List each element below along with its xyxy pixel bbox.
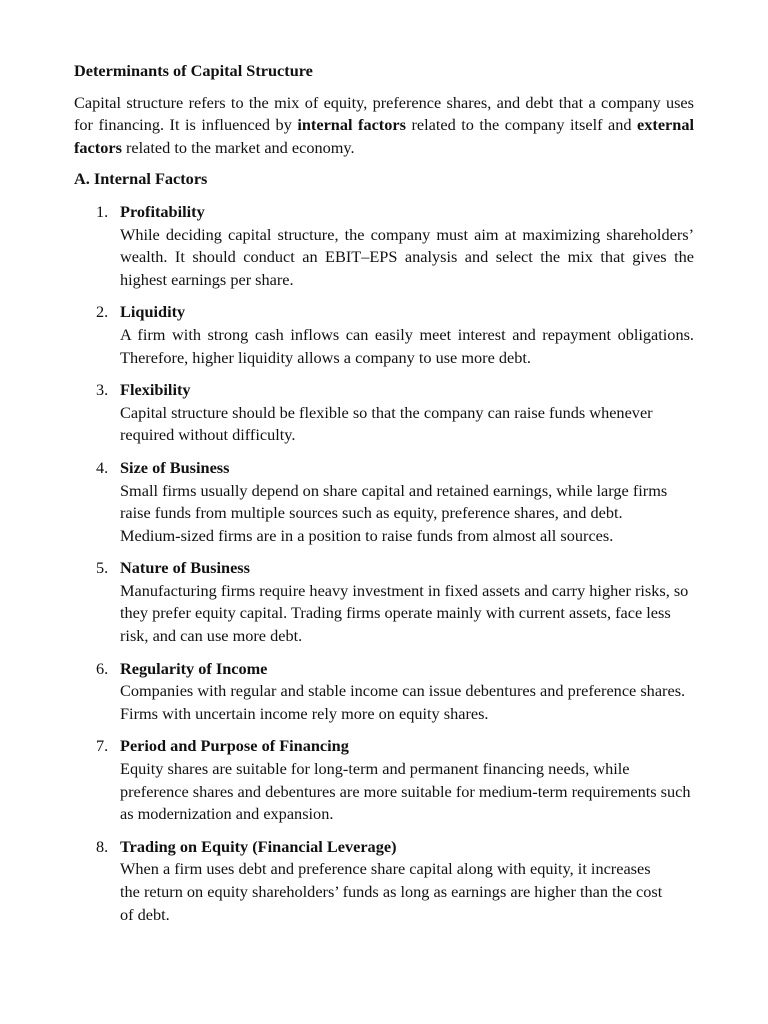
document-title: Determinants of Capital Structure <box>74 61 313 80</box>
factor-number: 2. <box>96 302 109 322</box>
factor-item-size-of-business <box>74 457 694 547</box>
factor-number: 6. <box>96 658 109 678</box>
intro-text-2: related to the company itself and <box>405 115 638 135</box>
factor-title: Trading on Equity (Financial Leverage) <box>120 836 397 856</box>
factor-title: Flexibility <box>120 380 191 400</box>
factor-item-nature-of-business <box>74 557 694 647</box>
factor-item-trading-on-equity <box>74 836 694 926</box>
intro-text-1: Capital structure refers to the mix of equity, preference shares, and debt that a company uses for financing. It is influenced by <box>74 92 694 135</box>
factor-title: Period and Purpose of Financing <box>120 736 349 756</box>
factor-title: Profitability <box>120 201 205 221</box>
intro-paragraph <box>74 92 694 160</box>
factor-item-regularity-of-income <box>74 658 694 726</box>
factor-number: 3. <box>96 380 109 400</box>
factor-title: Regularity of Income <box>120 658 268 678</box>
factor-description: Small firms usually depend on share capital and retained earnings, while large firms raise funds from multiple sources such as equity, preference shares, and debt. Medium-sized firms are in a position to raise funds from almost all sources. <box>120 480 668 545</box>
factor-description: While deciding capital structure, the company must aim at maximizing shareholders’ wealth. It should conduct an EBIT–EPS analysis and select the mix that gives the highest earnings per share. <box>120 224 694 289</box>
factor-title: Nature of Business <box>120 558 250 578</box>
factor-number: 4. <box>96 457 109 477</box>
factor-description: Capital structure should be flexible so that the company can raise funds whenever required without difficulty. <box>120 402 653 445</box>
factor-item-profitability <box>74 201 694 291</box>
factor-title: Liquidity <box>120 302 186 322</box>
intro-bold-external-factors: external factors <box>74 115 694 157</box>
factor-number: 8. <box>96 836 109 856</box>
intro-bold-internal-factors: internal factors <box>297 115 406 135</box>
factor-item-period-and-purpose-of-financing <box>74 735 694 825</box>
factor-description: When a firm uses debt and preference share capital along with equity, it increases the return on equity shareholders’ funds as long as earnings are higher than the cost of debt. <box>120 859 663 924</box>
factor-number: 7. <box>96 736 109 756</box>
factor-description: Equity shares are suitable for long-term and permanent financing needs, while preference shares and debentures are more suitable for medium-term requirements such as modernization and expansion. <box>120 759 691 824</box>
intro-text-3: related to the market and economy. <box>121 137 355 157</box>
factor-item-flexibility <box>74 379 694 447</box>
internal-factors-list <box>74 201 694 926</box>
factor-number: 1. <box>96 201 109 221</box>
factor-description: Manufacturing firms require heavy investment in fixed assets and carry higher risks, so they prefer equity capital. Trading firms operate mainly with current assets, face less risk, and can use more debt. <box>120 580 689 646</box>
factor-number: 5. <box>96 558 109 578</box>
factor-description: A firm with strong cash inflows can easily meet interest and repayment obligations. Therefore, higher liquidity allows a company to use more debt. <box>120 324 694 367</box>
factor-description: Companies with regular and stable income can issue debentures and preference shares. Firms with uncertain income rely more on equity shares. <box>120 681 686 723</box>
section-heading-internal-factors: A. Internal Factors <box>74 169 208 189</box>
factor-title: Size of Business <box>120 457 230 477</box>
factor-item-liquidity <box>74 301 694 369</box>
